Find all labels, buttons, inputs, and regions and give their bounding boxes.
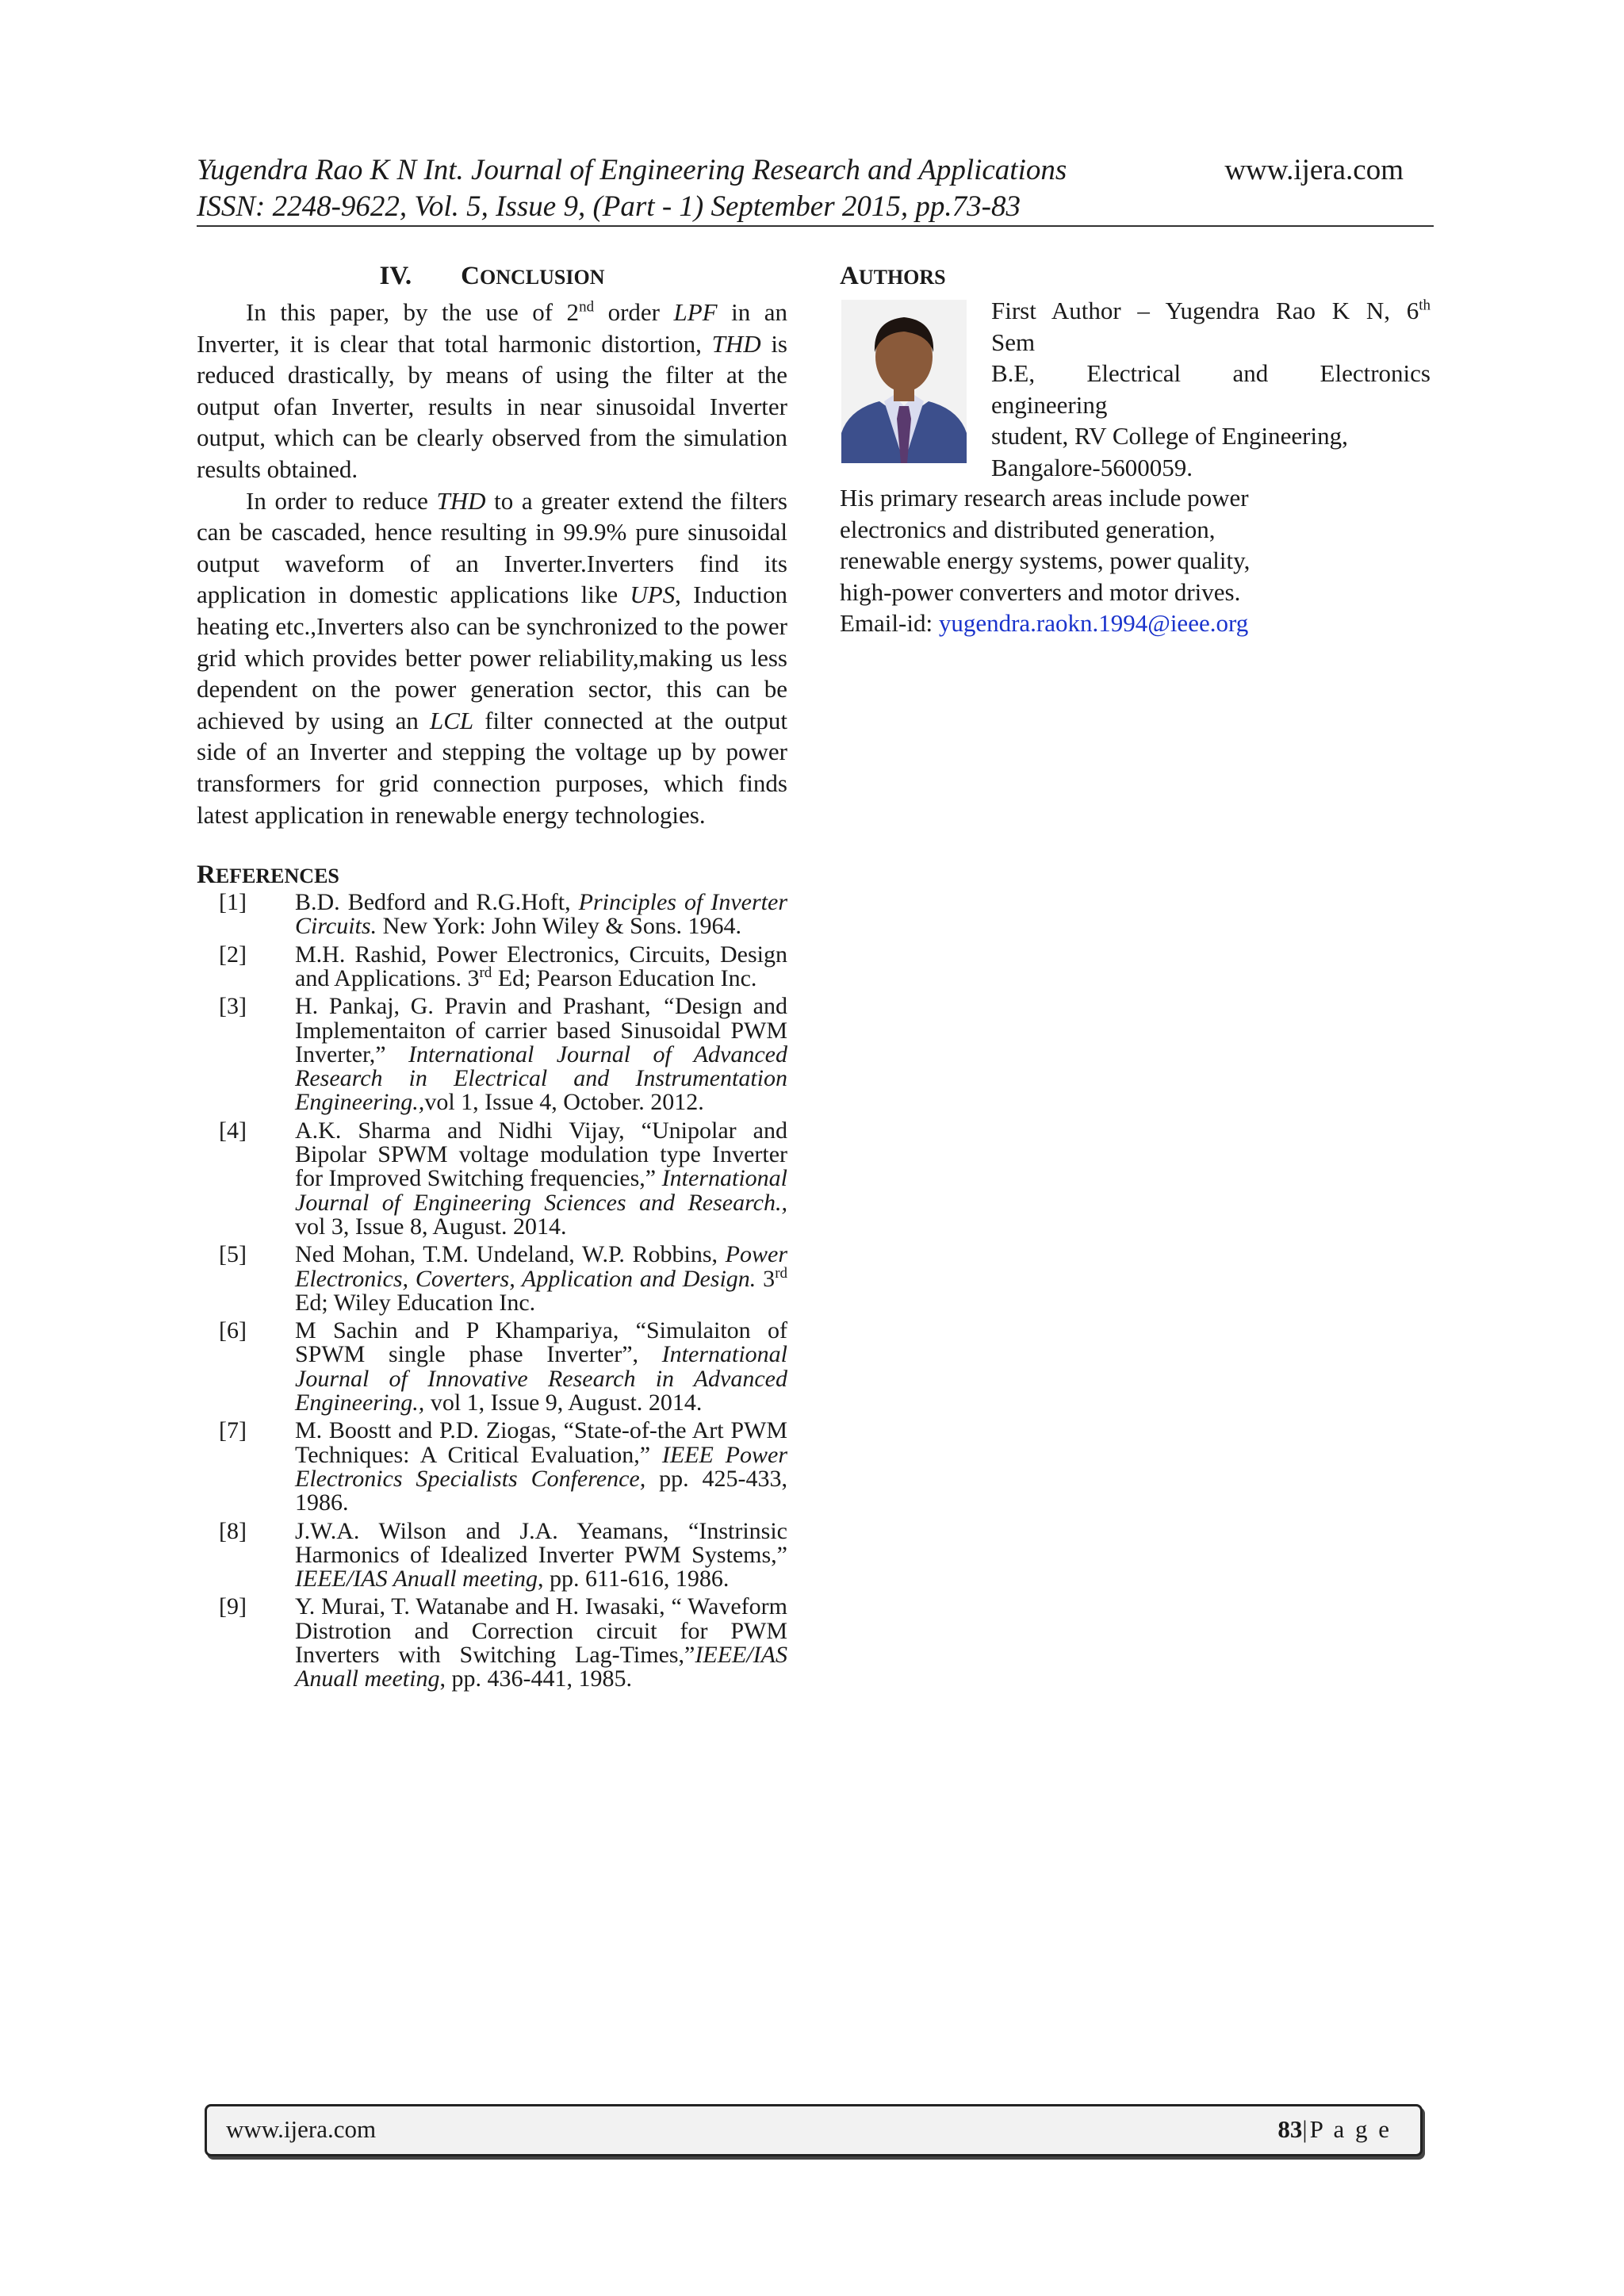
bio-line: His primary research areas include power: [840, 484, 1249, 512]
author-line-5: student, RV College of Engineering,: [991, 422, 1348, 450]
reference-number: [6]: [219, 1317, 247, 1344]
author-details: [991, 295, 1431, 484]
conclusion-paragraph-1: In this paper, by the use of 2nd order LPF in an Inverter, it is clear that total harmonic distortion, THD is reduced drastically, by means of using the filter at the output ofan Inverter, results in near sinusoidal Inverter output, which can be clearly observed from the simulation results obtained.: [197, 298, 788, 483]
author-line-4: engineering: [991, 390, 1108, 419]
reference-item: [197, 1595, 787, 1691]
header-journal-line: Yugendra Rao K N Int. Journal of Engineering Research and Applications: [197, 154, 1067, 186]
header-divider: [197, 225, 1434, 227]
reference-text: A.K. Sharma and Nidhi Vijay, “Unipolar and Bipolar SPWM voltage modulation type Inverter for Improved Switching frequencies,” International Journal of Engineering Sciences and Research., vol 3, Issue 8, August. 2014.: [295, 1117, 787, 1240]
conclusion-number: IV.: [379, 262, 412, 290]
authors-heading: AUTHORS: [840, 262, 946, 290]
author-bio: [840, 482, 1431, 639]
conclusion-title: CONCLUSION: [461, 262, 605, 290]
reference-item: [197, 1119, 787, 1239]
reference-text: Ned Mohan, T.M. Undeland, W.P. Robbins, Power Electronics, Coverters, Application and Design. 3rd Ed; Wiley Education Inc.: [295, 1241, 788, 1316]
reference-item: [197, 1419, 787, 1515]
conclusion-heading: [197, 260, 787, 293]
author-line-3: B.E, Electrical and Electronics: [991, 359, 1431, 388]
footer-site[interactable]: www.ijera.com: [226, 2115, 377, 2143]
reference-number: [9]: [219, 1593, 247, 1620]
reference-number: [2]: [219, 941, 247, 968]
reference-item: [197, 1319, 787, 1415]
bio-line: renewable energy systems, power quality,: [840, 546, 1251, 575]
author-line-2: Sem: [991, 328, 1036, 356]
header-site[interactable]: www.ijera.com: [1224, 154, 1404, 186]
reference-number: [8]: [219, 1517, 247, 1544]
reference-item: [197, 891, 787, 939]
author-line-1: First Author – Yugendra Rao K N, 6th: [991, 297, 1431, 324]
reference-text: M. Boostt and P.D. Ziogas, “State-of-the Art PWM Techniques: A Critical Evaluation,” IEEE Power Electronics Specialists Conference, pp. 425-433, 1986.: [295, 1417, 787, 1516]
footer-page: [1277, 2115, 1392, 2144]
reference-item: [197, 1517, 787, 1593]
right-column: [840, 260, 1431, 639]
author-photo: [841, 300, 967, 463]
reference-text: M Sachin and P Khampariya, “Simulaiton of SPWM single phase Inverter”, International Journal of Innovative Research in Advanced Engineering., vol 1, Issue 9, August. 2014.: [295, 1317, 787, 1416]
page-footer: [205, 2104, 1423, 2156]
references-heading: REFERENCES: [197, 861, 339, 890]
author-block: [840, 295, 1431, 479]
email-label: Email-id:: [840, 609, 939, 638]
reference-text: Y. Murai, T. Watanabe and H. Iwasaki, “ Waveform Distrotion and Correction circuit for PWM Inverters with Switching Lag-Times,”IEEE/IAS Anuall meeting, pp. 436-441, 1985.: [295, 1593, 787, 1692]
reference-text: M.H. Rashid, Power Electronics, Circuits, Design and Applications. 3rd Ed; Pearson Education Inc.: [295, 941, 787, 991]
left-column: [197, 260, 787, 1696]
reference-number: [3]: [219, 993, 247, 1020]
reference-text: J.W.A. Wilson and J.A. Yeamans, “Instrinsic Harmonics of Idealized Inverter PWM Systems,” IEEE/IAS Anuall meeting, pp. 611-616, 1986.: [295, 1517, 787, 1593]
running-header: [197, 152, 1434, 225]
author-line-6: Bangalore-5600059.: [991, 453, 1193, 481]
reference-item: [197, 943, 787, 991]
reference-number: [5]: [219, 1241, 247, 1268]
reference-number: [7]: [219, 1417, 247, 1444]
page-label: |P a g e: [1302, 2115, 1392, 2143]
conclusion-paragraph-2: In order to reduce THD to a greater extend the filters can be cascaded, hence resulting in 99.9% pure sinusoidal output waveform of an Inverter.Inverters find its application in domestic applications like UPS, Induction heating etc.,Inverters also can be synchronized to the power grid which provides better power reliability,making us less dependent on the power generation sector, this can be achieved by using an LCL filter connected at the output side of an Inverter and stepping the voltage up by power transformers for grid connection purposes, which finds latest application in renewable energy technologies.: [197, 486, 787, 829]
email-line: [840, 608, 1431, 639]
email-link[interactable]: yugendra.raokn.1994@ieee.org: [938, 609, 1249, 638]
reference-item: [197, 995, 787, 1114]
reference-text: B.D. Bedford and R.G.Hoft, Principles of Inverter Circuits. New York: John Wiley & Sons. 1964.: [295, 889, 787, 940]
bio-line: electronics and distributed generation,: [840, 515, 1216, 543]
reference-number: [1]: [219, 889, 247, 916]
reference-number: [4]: [219, 1117, 247, 1144]
reference-text: H. Pankaj, G. Pravin and Prashant, “Design and Implementaiton of carrier based Sinusoidal PWM Inverter,” International Journal of Advanced Research in Electrical and Instrumentation Engineering.,vol 1, Issue 4, October. 2012.: [295, 993, 787, 1116]
bio-line: high-power converters and motor drives.: [840, 577, 1241, 606]
page-number: 83: [1277, 2115, 1303, 2143]
header-issn-line: ISSN: 2248-9622, Vol. 5, Issue 9, (Part - 1) September 2015, pp.73-83: [197, 190, 1021, 223]
reference-item: [197, 1243, 787, 1315]
